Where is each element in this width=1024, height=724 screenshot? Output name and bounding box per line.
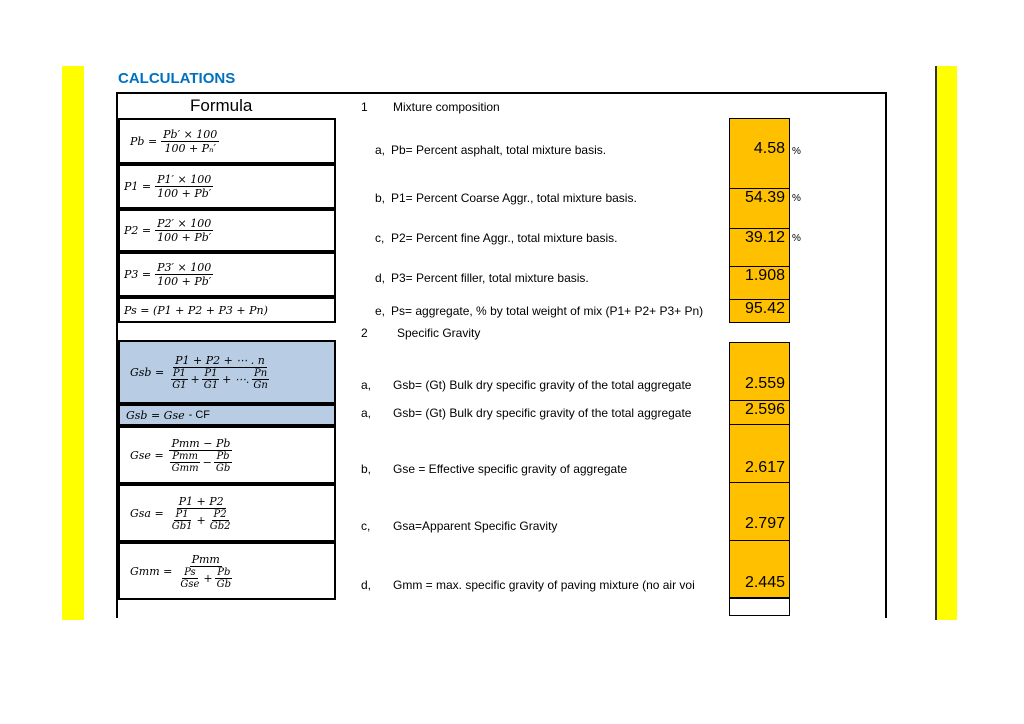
- sg-row-1-prefix: a,: [361, 378, 372, 392]
- formula-gse: Gse = Pmm − Pb $\frac{\text{Pmm}}{\text{Gmm}}$ − $\frac{Pb}{Gb}$: [118, 426, 336, 484]
- section-label-1: Mixture composition: [393, 100, 500, 114]
- formula-gsa: Gsa = P1 + P2 $\frac{P1}{Gb1}$ + $\frac{P2}{Gb2}$: [118, 484, 336, 542]
- mix-unit-p2: %: [792, 233, 801, 244]
- mix-value-p3: 1.908: [729, 266, 790, 285]
- sg-value-gsb-cf: 2.596: [729, 400, 790, 419]
- sg-divider-3: [729, 540, 790, 541]
- mix-value-ps: 95.42: [729, 299, 790, 318]
- mix-value-pb: 4.58: [753, 140, 785, 157]
- right-yellow-bar: [935, 66, 957, 620]
- formula-gmm: Gmm = Pmm $\frac{Ps}{\text{Gse}}$ + $\frac{Pb}{Gb}$: [118, 542, 336, 600]
- formula-gsb-cf: Gsb = Gse - CF: [118, 404, 336, 426]
- mix-row-a-prefix: a,: [375, 143, 386, 157]
- mix-unit-pb: %: [792, 146, 801, 157]
- mix-value-p2: 39.12: [729, 228, 790, 247]
- section-number-2: 2: [361, 326, 368, 340]
- sg-value-gsa: 2.797: [744, 515, 785, 532]
- sg-row-5-prefix: d,: [361, 578, 372, 592]
- formula-header: Formula: [190, 96, 253, 115]
- page-title: CALCULATIONS: [118, 70, 236, 87]
- mix-value-p1: 54.39: [729, 188, 790, 207]
- sg-row-2-prefix: a,: [361, 406, 372, 420]
- empty-cell: [729, 598, 790, 616]
- section-label-2: Specific Gravity: [397, 326, 481, 340]
- mix-row-c-label: P2= Percent fine Aggr., total mixture basis.: [391, 231, 618, 245]
- formula-pb: Pb = $\frac{Pb' \times 100}{\text{100 + Pₙ′}}$: [118, 118, 336, 164]
- sg-value-gmm: 2.445: [744, 574, 785, 591]
- sg-row-4-label: Gsa=Apparent Specific Gravity: [393, 519, 558, 533]
- mix-row-e-prefix: e,: [375, 304, 386, 318]
- sg-value-gsb-bulk: 2.559: [744, 375, 785, 392]
- section-number-1: 1: [361, 100, 368, 114]
- mix-row-e-label: Ps= aggregate, % by total weight of mix (P1+ P2+ P3+ Pn): [391, 304, 704, 318]
- formula-gsb-bulk: Gsb = P1 + P2 + ⋯ . n $\frac{P1}{G1}$ + $\frac{P1}{G1}$ + ⋯. $\frac{Pn}{Gn}$: [118, 340, 336, 404]
- mix-unit-p1: %: [792, 193, 801, 204]
- mix-row-d-label: P3= Percent filler, total mixture basis.: [391, 271, 589, 285]
- sg-value-gse: 2.617: [744, 459, 785, 476]
- sg-row-3-label: Gse = Effective specific gravity of aggregate: [393, 462, 628, 476]
- mix-row-b-label: P1= Percent Coarse Aggr., total mixture basis.: [391, 191, 637, 205]
- sg-divider-1: [729, 424, 790, 425]
- formula-p2: P2 = $\frac{P2' \times 100}{100 + Pb'}$: [118, 209, 336, 252]
- sg-row-2-label: Gsb= (Gt) Bulk dry specific gravity of the total aggregate: [393, 406, 692, 420]
- mix-row-b-prefix: b,: [375, 191, 386, 205]
- sg-divider-2: [729, 482, 790, 483]
- mix-row-d-prefix: d,: [375, 271, 386, 285]
- formula-p3: P3 = $\frac{P3' \times 100}{100 + Pb'}$: [118, 252, 336, 297]
- left-yellow-bar: [62, 66, 84, 620]
- mix-row-a-label: Pb= Percent asphalt, total mixture basis.: [391, 143, 607, 157]
- formula-ps: Ps = (P1 + P2 + P3 + Pn): [118, 297, 336, 323]
- formula-p1: P1 = $\frac{P1' \times 100}{100 + Pb'}$: [118, 164, 336, 209]
- sg-row-3-prefix: b,: [361, 462, 372, 476]
- sg-row-1-label: Gsb= (Gt) Bulk dry specific gravity of the total aggregate: [393, 378, 692, 392]
- mix-row-c-prefix: c,: [375, 231, 385, 245]
- sg-row-5-label: Gmm = max. specific gravity of paving mixture (no air voi: [393, 578, 695, 592]
- sg-row-4-prefix: c,: [361, 519, 371, 533]
